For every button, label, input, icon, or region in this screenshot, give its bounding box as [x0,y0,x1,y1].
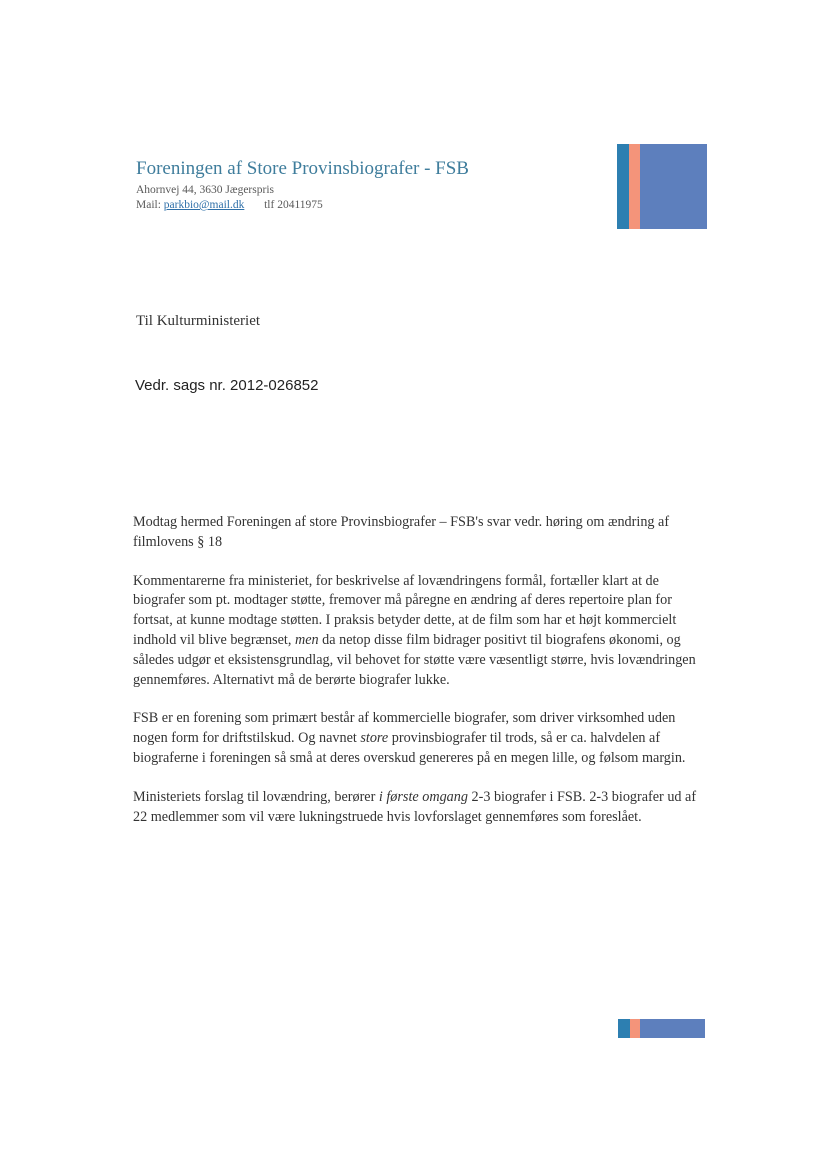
logo-bar-slate [640,144,707,229]
footer-bar-slate [640,1019,705,1038]
phone-label: tlf [264,199,275,211]
footer-bar-teal [618,1019,630,1038]
logo-bar-teal [617,144,629,229]
paragraph-proposal: Ministeriets forslag til lovændring, berører i første omgang 2-3 biografer i FSB. 2-3 biografer ud af 22 medlemmer som vil være lukningstruede hvis lovforslaget gennemføres som foreslået. [133,788,697,825]
logo-bar-salmon [629,144,640,229]
letter-body [133,513,708,846]
organization-name: Foreningen af Store Provinsbiografer - FSB [136,158,469,179]
organization-address: Ahornvej 44, 3630 Jægerspris [136,184,274,196]
fsb-logo-icon [617,144,707,229]
paragraph-fsb: FSB er en forening som primært består af kommercielle biografer, som driver virksomhed uden nogen form for driftstilskud. Og navnet store provinsbiografer til trods, så er ca. halvdelen af biograferne i foreningen så små at deres overskud genereres på en megen lille, og følsom margin. [133,710,686,766]
mail-link[interactable]: parkbio@mail.dk [163,199,245,211]
paragraph-comments: Kommentarerne fra ministeriet, for beskrivelse af lovændringens formål, fortæller klart at de biografer som pt. modtager støtte, fremover må påregne en ændring af deres repertoire plan for fortsat, at kunne modtage støtten. I praksis betyder dette, at de film som har et højt kommercielt indhold vil blive begrænset, men da netop disse film bidrager positivt til biografens økonomi, og således udgør et eksistensgrundlag, vil behovet for støtte være væsentligt større, hvis lovændringen gennemføres. Alternativt må de berørte biografer lukke. [133,572,696,688]
footer-logo-icon [618,1019,705,1038]
footer-bar-salmon [630,1019,640,1038]
organization-contact [136,199,323,211]
paragraph-intro: Modtag hermed Foreningen af store Provinsbiografer – FSB's svar vedr. høring om ændring af filmlovens § 18 [133,514,670,550]
mail-label: Mail: [136,199,161,211]
phone-number: 20411975 [277,199,323,211]
recipient: Til Kulturministeriet [136,313,261,329]
case-reference: Vedr. sags nr. 2012-026852 [135,377,319,394]
